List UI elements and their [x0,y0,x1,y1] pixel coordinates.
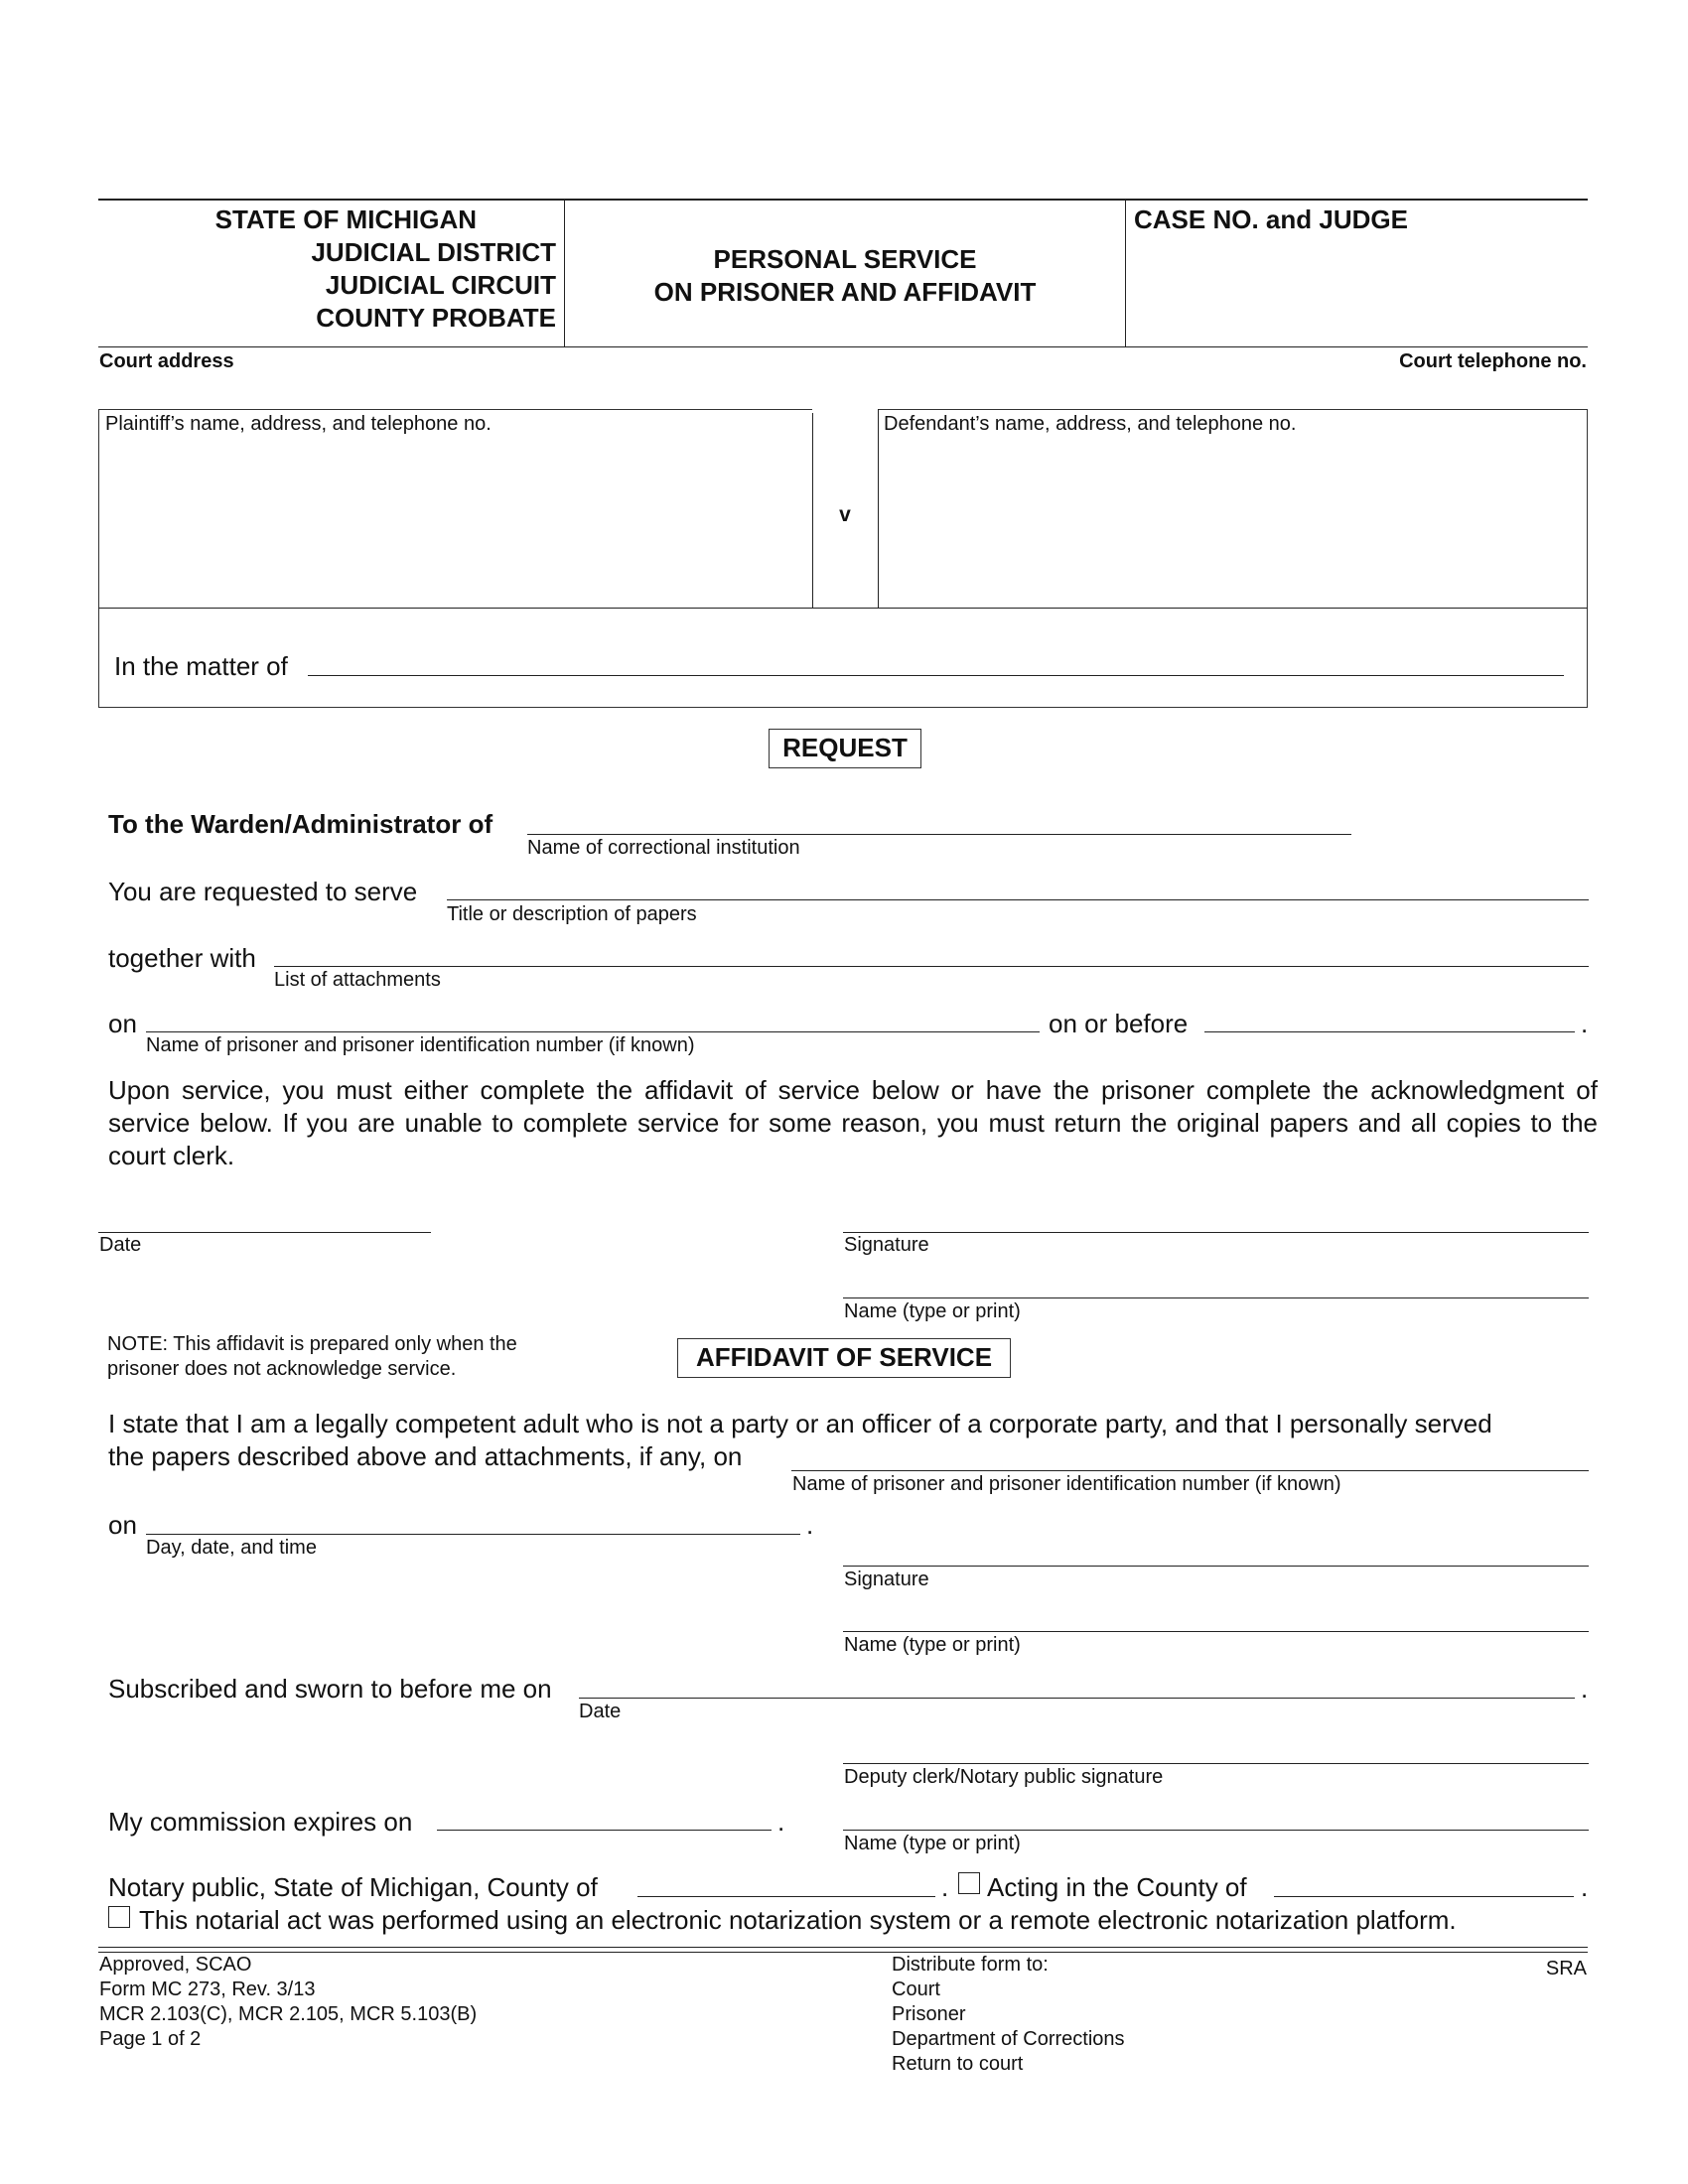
affidavit-title: AFFIDAVIT OF SERVICE [677,1338,1011,1378]
commission-label: My commission expires on [108,1807,413,1837]
defendant-label: Defendant’s name, address, and telephone no. [884,413,1297,435]
header-top-rule [98,199,1588,201]
notary-county-label: Notary public, State of Michigan, County of [108,1872,598,1902]
footer-page: Page 1 of 2 [99,2028,202,2050]
affidavit-name-field[interactable] [843,1631,1589,1632]
footer-approved: Approved, SCAO [99,1954,252,1976]
on-or-before-field[interactable] [1204,1031,1575,1032]
affidavit-statement-line2: the papers described above and attachments, if any, on [108,1441,743,1471]
acting-county-field[interactable] [1274,1896,1574,1897]
papers-field[interactable] [447,899,1589,900]
serve-label: You are requested to serve [108,877,418,906]
request-date-field[interactable] [98,1232,431,1233]
prisoner-field[interactable] [146,1031,1040,1032]
electronic-notarization-label: This notarial act was performed using an electronic notarization system or a remote electronic notarization platform. [139,1905,1457,1935]
header-bottom-rule [98,346,1588,347]
on-or-before-label: on or before [1049,1009,1189,1038]
footer-rules: MCR 2.103(C), MCR 2.105, MCR 5.103(B) [99,2003,478,2025]
warden-label: To the Warden/Administrator of [108,809,493,839]
form-title-line1: PERSONAL SERVICE [713,244,977,274]
on-label: on [108,1009,137,1038]
matter-label: In the matter of [114,651,288,681]
distribute-label: Distribute form to: [892,1954,1049,1976]
header-divider-right [1125,199,1126,346]
commission-field[interactable] [437,1830,772,1831]
sworn-period: . [1581,1674,1589,1704]
case-no-label: CASE NO. and JUDGE [1134,205,1408,234]
form-title-line2: ON PRISONER AND AFFIDAVIT [653,277,1037,307]
prisoner-caption: Name of prisoner and prisoner identification number (if known) [146,1034,695,1056]
affidavit-datetime-caption: Day, date, and time [146,1537,317,1559]
request-signature-field[interactable] [843,1232,1589,1233]
versus-label: v [839,503,851,526]
affidavit-prisoner-field[interactable] [791,1470,1589,1471]
attachments-field[interactable] [274,966,1589,967]
attachments-caption: List of attachments [274,969,441,991]
notary-signature-caption: Deputy clerk/Notary public signature [844,1766,1164,1788]
commission-period: . [777,1807,785,1837]
footer-form-no: Form MC 273, Rev. 3/13 [99,1979,316,2000]
court-phone-label: Court telephone no. [1399,350,1587,372]
notary-name-field[interactable] [843,1830,1589,1831]
on-or-before-period: . [1581,1009,1589,1038]
parties-inner-rule [98,608,1588,609]
court-line-state: STATE OF MICHIGAN [214,205,477,234]
plaintiff-label: Plaintiff’s name, address, and telephone no. [105,413,492,435]
together-label: together with [108,943,256,973]
papers-caption: Title or description of papers [447,903,697,925]
sworn-date-caption: Date [579,1701,622,1722]
request-signature-caption: Signature [844,1234,929,1256]
footer-rule-bottom [98,1952,1588,1953]
notary-county-period: . [941,1872,949,1902]
affidavit-prisoner-caption: Name of prisoner and prisoner identification number (if known) [792,1473,1341,1495]
plaintiff-field[interactable] [99,437,810,606]
sworn-date-field[interactable] [579,1698,1575,1699]
notary-county-field[interactable] [637,1896,935,1897]
acting-county-label: Acting in the County of [987,1872,1247,1902]
distribute-item-corrections: Department of Corrections [892,2028,1125,2050]
institution-field[interactable] [527,834,1351,835]
distribute-item-court: Court [892,1979,940,2000]
plaintiff-box-right [812,409,813,608]
affidavit-note-line1: NOTE: This affidavit is prepared only when the [107,1333,517,1355]
versus-gap-top [812,409,878,413]
footer-rule-top [98,1947,1588,1948]
affidavit-name-caption: Name (type or print) [844,1634,1021,1656]
affidavit-statement-line1: I state that I am a legally competent adult who is not a party or an officer of a corporate party, and that I personally served [108,1409,1492,1438]
electronic-notarization-checkbox[interactable] [108,1906,130,1928]
affidavit-datetime-period: . [806,1510,814,1540]
request-instructions: Upon service, you must either complete the affidavit of service below or have the prisoner complete the acknowledgment of service below. If you are unable to complete service for some reason, you must return the original papers and all copies to the court clerk. [108,1075,1598,1170]
affidavit-on-label: on [108,1510,137,1540]
notary-name-caption: Name (type or print) [844,1833,1021,1854]
affidavit-datetime-field[interactable] [146,1534,800,1535]
distribute-item-prisoner: Prisoner [892,2003,966,2025]
request-name-caption: Name (type or print) [844,1300,1021,1322]
institution-caption: Name of correctional institution [527,837,800,859]
request-date-caption: Date [99,1234,142,1256]
distribute-item-return: Return to court [892,2053,1024,2075]
affidavit-note-line2: prisoner does not acknowledge service. [107,1358,457,1380]
matter-field[interactable] [308,675,1564,676]
court-address-label: Court address [99,350,234,372]
notary-signature-field[interactable] [843,1763,1589,1764]
defendant-box-left [878,409,879,608]
footer-code: SRA [1545,1958,1587,1979]
acting-county-checkbox[interactable] [958,1872,980,1894]
sworn-label: Subscribed and sworn to before me on [108,1674,552,1704]
request-name-field[interactable] [843,1297,1589,1298]
court-line-circuit: JUDICIAL CIRCUIT [325,270,556,300]
affidavit-signature-caption: Signature [844,1569,929,1590]
court-line-probate: COUNTY PROBATE [316,303,556,333]
court-line-district: JUDICIAL DISTRICT [311,237,556,267]
defendant-field[interactable] [880,437,1585,606]
acting-county-period: . [1581,1872,1589,1902]
request-title: REQUEST [769,729,921,768]
affidavit-signature-field[interactable] [843,1566,1589,1567]
